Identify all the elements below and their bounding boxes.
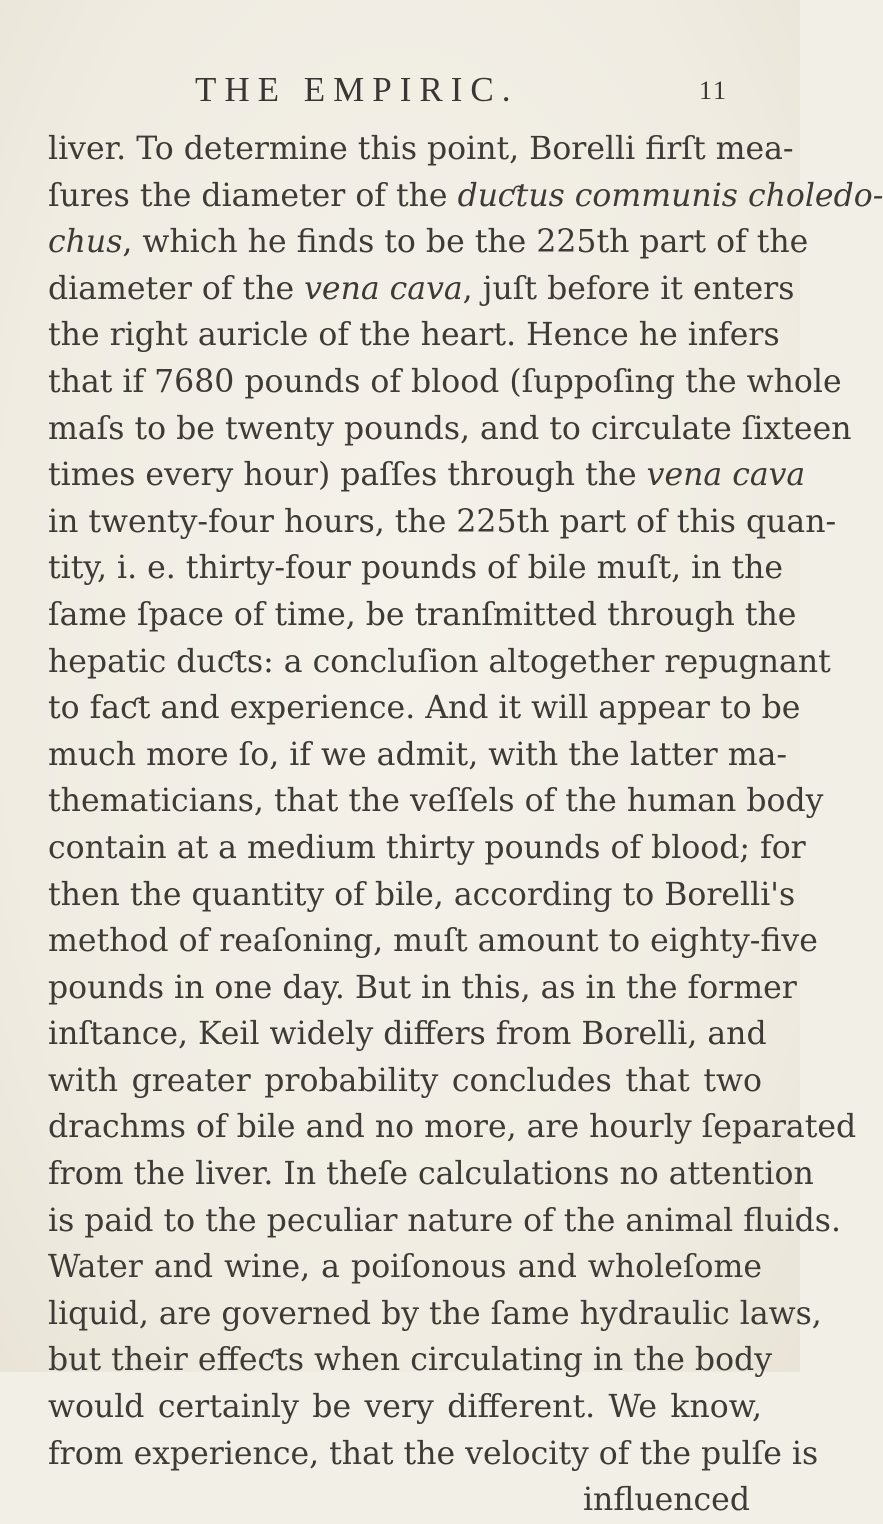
- text-line: to faƈt and experience. And it will appear to be: [48, 690, 801, 727]
- text-line: ſures the diameter of the duƈtus communis choledo-: [48, 177, 883, 214]
- italic-term: vena cava: [304, 270, 463, 307]
- text-line: inſtance, Keil widely differs from Borelli, and: [48, 1016, 767, 1053]
- text-line: that if 7680 pounds of blood (ſuppoſing the whole: [48, 363, 842, 400]
- text-line: method of reaſoning, muſt amount to eighty-five: [48, 923, 818, 960]
- italic-term: vena cava: [646, 457, 806, 494]
- text-line: liver. To determine this point, Borelli firſt mea-: [48, 131, 794, 167]
- page-number: 11: [699, 76, 729, 105]
- text-line: then the quantity of bile, according to Borelli's: [48, 876, 796, 913]
- text-line: is paid to the peculiar nature of the animal fluids.: [48, 1202, 841, 1239]
- text-line: with greater probability concludes that two: [48, 1062, 762, 1099]
- text-line: but their effeƈts when circulating in the body: [48, 1342, 773, 1379]
- text-line: would certainly be very different. We know,: [48, 1389, 762, 1426]
- text-line: thematicians, that the veſſels of the human body: [48, 783, 824, 820]
- running-head: [0, 70, 800, 120]
- text-line: pounds in one day. But in this, as in the former: [48, 969, 797, 1006]
- text-line: influenced: [582, 1482, 750, 1519]
- italic-term: duƈtus communis choledo-: [457, 177, 883, 214]
- text-line: tity, i. e. thirty-four pounds of bile muſt, in the: [48, 550, 784, 587]
- text-line: from the liver. In theſe calculations no attention: [48, 1156, 814, 1193]
- text-line: contain at a medium thirty pounds of blood; for: [48, 829, 806, 866]
- text-line: from experience, that the velocity of the pulſe is: [48, 1435, 819, 1472]
- text-line: ſame ſpace of time, be tranſmitted through the: [48, 596, 797, 633]
- text-line: hepatic duƈts: a concluſion altogether repugnant: [48, 643, 831, 680]
- text-line: Water and wine, a poiſonous and wholeſome: [48, 1249, 762, 1286]
- text-line: diameter of the vena cava, juſt before it enters: [48, 270, 795, 307]
- text-line: times every hour) paſſes through the vena cava: [48, 457, 806, 494]
- text-line: chus, which he finds to be the 225th part of the: [48, 224, 809, 261]
- text-line: maſs to be twenty pounds, and to circulate ſixteen: [48, 410, 852, 447]
- body-text: [48, 126, 883, 1524]
- text-line: in twenty-four hours, the 225th part of this quan-: [48, 503, 837, 540]
- running-title: THE EMPIRIC.: [195, 70, 519, 109]
- text-line: drachms of bile and no more, are hourly ſeparated: [48, 1109, 857, 1146]
- text-line: much more ſo, if we admit, with the latter ma-: [48, 736, 788, 773]
- text-line: the right auricle of the heart. Hence he infers: [48, 317, 780, 354]
- italic-term: chus: [48, 224, 123, 261]
- text-line: liquid, are governed by the ſame hydraulic laws,: [48, 1295, 822, 1332]
